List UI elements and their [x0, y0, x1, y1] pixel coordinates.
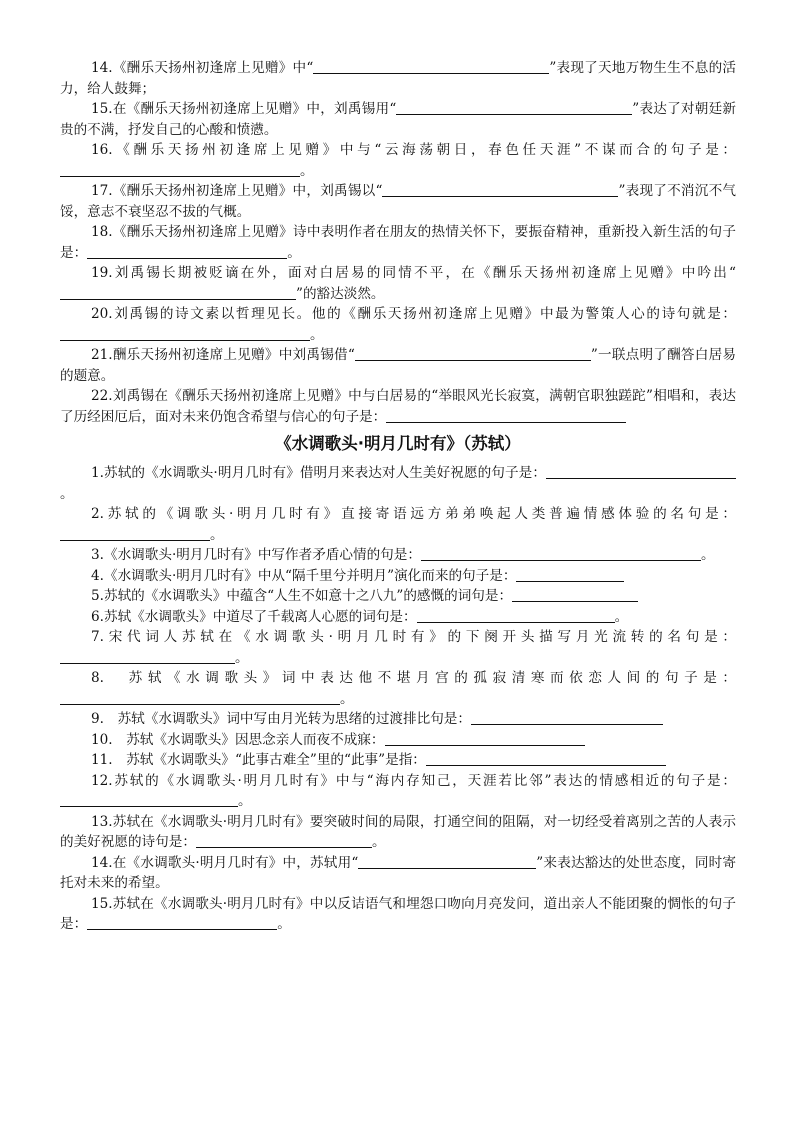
question-item — [60, 627, 736, 668]
question-text: 。 — [614, 608, 629, 625]
question-text: 11. 苏轼《水调歌头》“此事古难全”里的“此事”是指： — [91, 752, 426, 768]
question-text: 18.《酬乐天扬州初逢席上见赠》诗中表明作者在朋友的热情关怀下，要振奋精神，重新投入新生活的句子是： — [60, 224, 736, 261]
question-text: 10. 苏轼《水调歌头》因思念亲人而夜不成寐： — [91, 731, 385, 748]
question-item — [60, 58, 736, 99]
question-text: 。 — [277, 916, 291, 932]
question-item — [60, 771, 736, 812]
answer-blank[interactable] — [516, 566, 624, 582]
question-item — [60, 263, 736, 304]
question-text: 20.刘禹锡的诗文素以哲理见长。他的《酬乐天扬州初逢席上见赠》中最为警策人心的诗句就是： — [91, 306, 736, 322]
question-item — [60, 181, 736, 222]
question-text: ”表现了不消沉不气馁，意志不衰坚忍不拔的气概。 — [60, 183, 736, 220]
question-text: 13.苏轼在《水调歌头·明月几时有》要突破时间的局限，打通空间的阻隔，对一切经受着离别之苦的人表示的美好祝愿的诗句是： — [60, 813, 736, 850]
answer-blank[interactable] — [87, 914, 277, 930]
answer-blank[interactable] — [358, 853, 536, 869]
answer-blank[interactable] — [60, 689, 340, 705]
question-text: 。 — [238, 793, 252, 809]
section-title: 《水调歌头·明月几时有》（苏轼） — [275, 434, 521, 453]
question-item — [60, 668, 736, 709]
question-text: 。 — [340, 690, 354, 707]
question-item — [60, 140, 736, 181]
question-text: 。 — [371, 834, 386, 850]
answer-blank[interactable] — [417, 607, 615, 623]
worksheet-page — [60, 58, 736, 935]
question-text: 2.苏轼的《调歌头·明月几时有》直接寄语远方弟弟唤起人类普遍情感体验的名句是： — [91, 506, 736, 522]
question-item — [60, 222, 736, 263]
question-item — [60, 750, 736, 771]
answer-blank[interactable] — [60, 161, 300, 177]
question-text: 15.在《酬乐天扬州初逢席上见赠》中，刘禹锡用“ — [91, 101, 397, 117]
question-text: 21.酬乐天扬州初逢席上见赠》中刘禹锡借“ — [91, 347, 355, 363]
question-text: 16.《酬乐天扬州初逢席上见赠》中与“云海荡朝日，春色任天涯”不谋而合的句子是： — [91, 142, 736, 158]
answer-blank[interactable] — [60, 284, 296, 300]
question-text: ”来表达豁达的处世态度，同时寄托对未来的希望。 — [60, 854, 736, 891]
question-text: 9. 苏轼《水调歌头》词中写由月光转为思绪的过渡排比句是： — [91, 711, 471, 727]
answer-blank[interactable] — [196, 832, 372, 848]
answer-blank[interactable] — [512, 586, 638, 602]
question-item — [60, 566, 736, 587]
answer-blank[interactable] — [382, 181, 618, 197]
question-text: 8. 苏轼《水调歌头》词中表达他不堪月宫的孤寂清寒而依恋人间的句子是： — [91, 670, 736, 686]
question-item — [60, 386, 736, 427]
question-text: 19.刘禹锡长期被贬谪在外，面对白居易的同情不平，在《酬乐天扬州初逢席上见赠》中吟出“ — [91, 265, 736, 281]
question-text: 。 — [60, 485, 74, 502]
question-text: 。 — [210, 526, 224, 543]
answer-blank[interactable] — [60, 791, 238, 807]
answer-blank[interactable] — [385, 730, 585, 746]
answer-blank[interactable] — [60, 325, 310, 341]
question-text: ”表现了天地万物生生不息的活力，给人鼓舞； — [60, 60, 736, 97]
question-text: 1.苏轼的《水调歌头·明月几时有》借明月来表达对人生美好祝愿的句子是： — [91, 465, 546, 481]
question-text: 。 — [235, 649, 249, 666]
question-text: 。 — [300, 162, 314, 179]
question-text: 15.苏轼在《水调歌头·明月几时有》中以反诘语气和埋怨口吻向月亮发问，道出亲人不能团聚的惆怅的句子是： — [60, 895, 736, 932]
question-item — [60, 304, 736, 345]
question-text: 6.苏轼《水调歌头》中道尽了千载离人心愿的词句是： — [91, 608, 417, 625]
question-item — [60, 853, 736, 894]
question-text: 7.宋代词人苏轼在《水调歌头·明月几时有》的下阕开头描写月光流转的名句是： — [91, 629, 736, 645]
question-item — [60, 586, 736, 607]
question-item — [60, 345, 736, 386]
question-item — [60, 545, 736, 566]
question-item — [60, 730, 736, 751]
answer-blank[interactable] — [546, 463, 736, 479]
answer-blank[interactable] — [421, 545, 701, 561]
question-item — [60, 99, 736, 140]
answer-blank[interactable] — [355, 345, 591, 361]
question-text: 14.在《水调歌头·明月几时有》中，苏轼用“ — [91, 854, 359, 871]
question-text: ”的豁达淡然。 — [296, 285, 385, 302]
question-text: ”表达了对朝廷新贵的不满，抒发自己的心酸和愤懑。 — [60, 101, 736, 138]
answer-blank[interactable] — [396, 99, 632, 115]
answer-blank[interactable] — [313, 58, 549, 74]
question-text: 12.苏轼的《水调歌头·明月几时有》中与“海内存知己，天涯若比邻”表达的情感相近的句子是： — [91, 772, 736, 789]
answer-blank[interactable] — [386, 407, 626, 423]
question-text: 。 — [310, 326, 324, 343]
answer-blank[interactable] — [471, 709, 663, 725]
question-item — [60, 709, 736, 730]
question-text: 。 — [287, 244, 301, 261]
question-text: 17.《酬乐天扬州初逢席上见赠》中，刘禹锡以“ — [91, 183, 383, 199]
answer-blank[interactable] — [60, 525, 210, 541]
question-item — [60, 607, 736, 628]
question-text: 5.苏轼的《水调歌头》中蕴含“人生不如意十之八九”的感慨的词句是： — [91, 588, 513, 604]
answer-blank[interactable] — [87, 243, 287, 259]
question-text: 4.《水调歌头·明月几时有》中从“隔千里兮并明月”演化而来的句子是： — [91, 567, 517, 584]
question-item — [60, 894, 736, 935]
question-item — [60, 812, 736, 853]
question-text: 14.《酬乐天扬州初逢席上见赠》中“ — [91, 60, 314, 76]
answer-blank[interactable] — [60, 648, 235, 664]
question-text: 22.刘禹锡在《酬乐天扬州初逢席上见赠》中与白居易的“举眼风光长寂寞，满朝官职独蹉跎”相唱和，表达了历经困厄后，面对未来仍饱含希望与信心的句子是： — [60, 388, 736, 425]
answer-blank[interactable] — [426, 750, 666, 766]
question-text: ”一联点明了酬答白居易的题意。 — [60, 347, 736, 384]
question-item — [60, 463, 736, 504]
question-item — [60, 504, 736, 545]
question-text: 3.《水调歌头·明月几时有》中写作者矛盾心情的句是： — [91, 547, 421, 563]
question-text: 。 — [700, 547, 715, 563]
